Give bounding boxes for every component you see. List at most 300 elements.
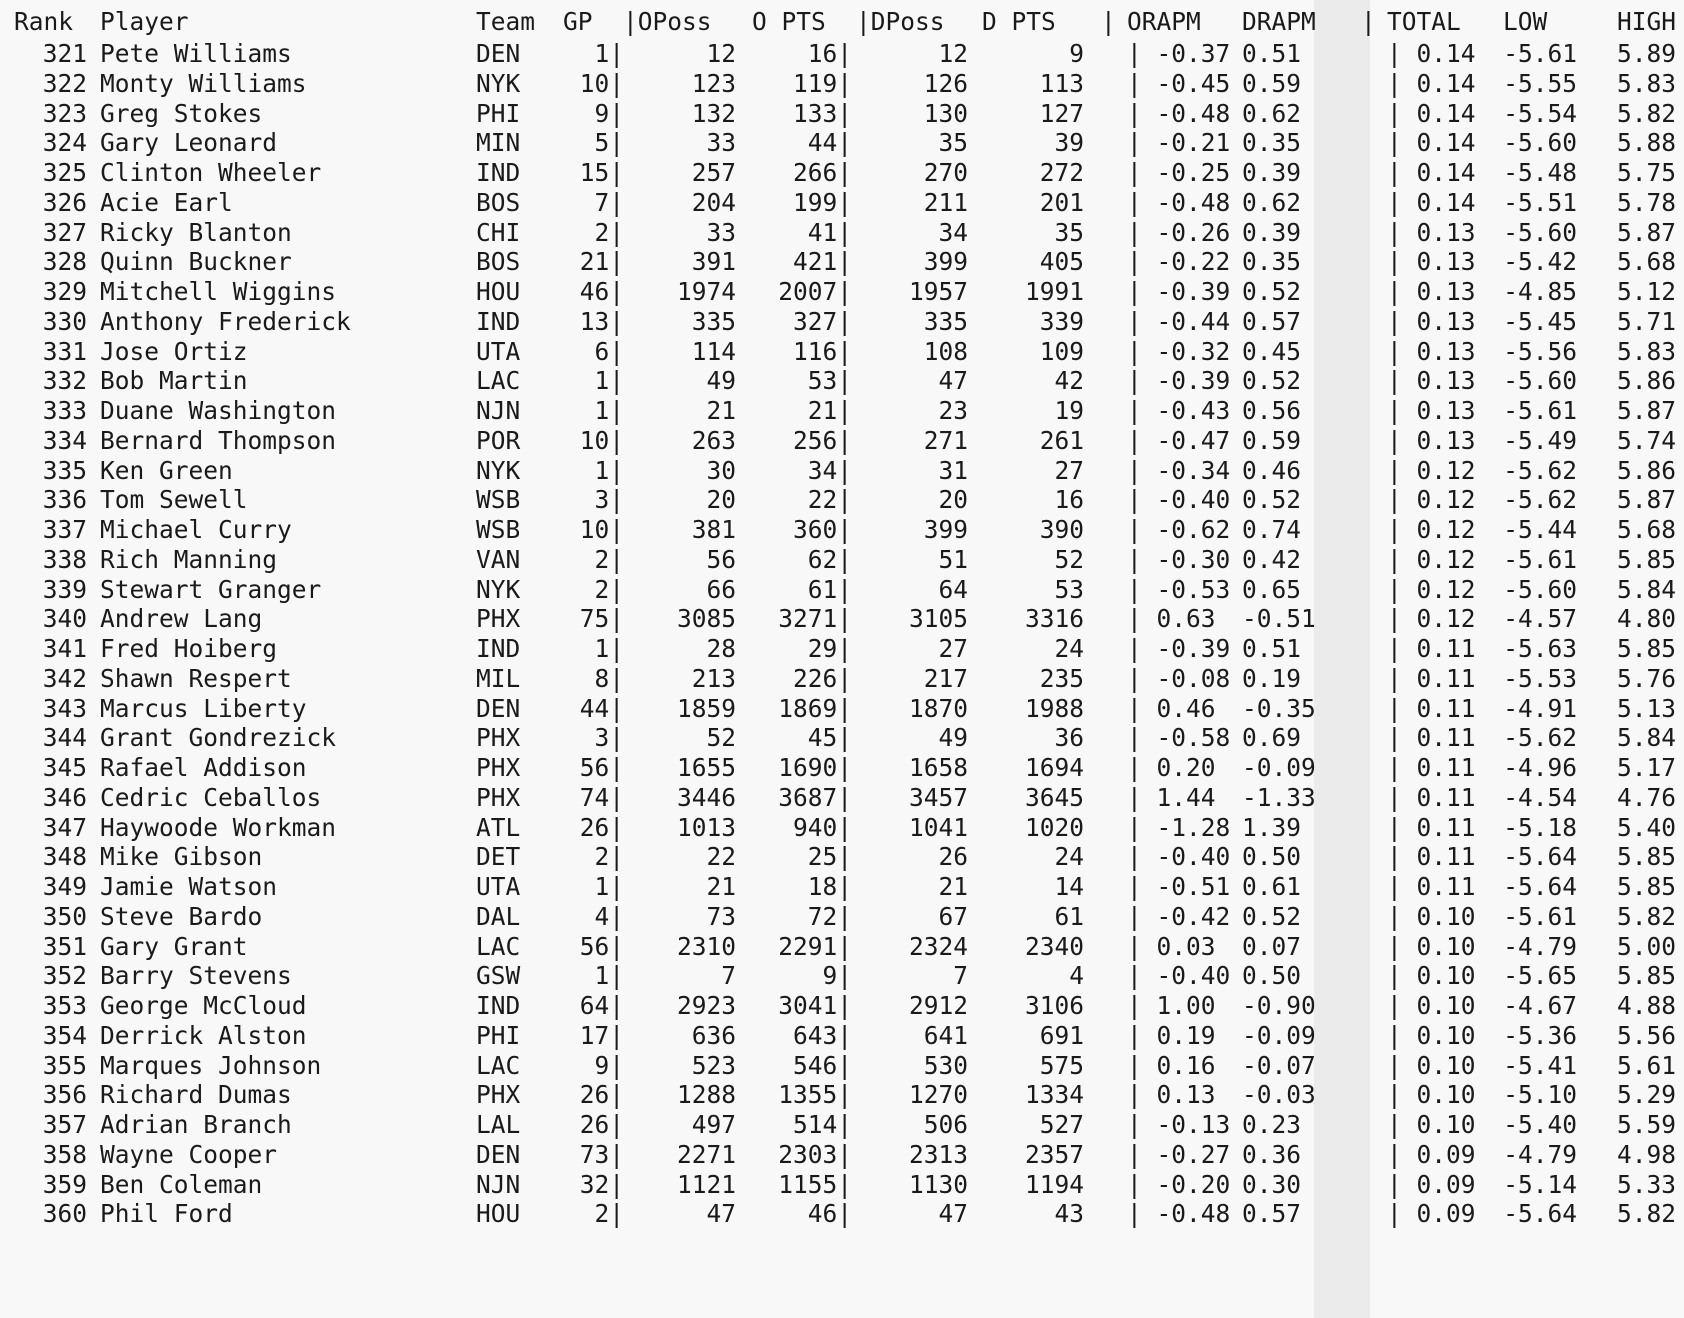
rank-cell: 341	[42, 634, 87, 663]
team-cell: DEN	[476, 1139, 521, 1169]
opts-cell: 199|	[792, 187, 852, 217]
oposs-cell: 49	[706, 366, 736, 396]
team-cell: VAN	[476, 544, 521, 574]
dpts-cell: 43	[1054, 1199, 1084, 1229]
table-row	[0, 1079, 1684, 1111]
dposs-cell: 108	[923, 336, 968, 366]
header-dposs: |DPoss	[856, 7, 945, 36]
high-cell: 5.82	[1616, 901, 1676, 931]
rank-cell: 323	[42, 98, 87, 128]
team-cell: PHX	[476, 753, 521, 782]
total-cell: | 0.10	[1387, 1110, 1476, 1139]
rank-cell: 328	[42, 247, 87, 277]
rank-cell: 347	[42, 812, 87, 842]
drapm-cell: 0.50	[1242, 842, 1302, 872]
orapm-cell: | -0.26	[1127, 217, 1231, 247]
table-row	[0, 1020, 1684, 1052]
high-cell: 5.56	[1616, 1020, 1676, 1050]
table-row	[0, 217, 1684, 249]
total-cell: | 0.14	[1387, 98, 1476, 128]
dposs-cell: 2313	[908, 1139, 968, 1169]
drapm-cell: 0.07	[1242, 931, 1302, 961]
table-row	[0, 1139, 1684, 1171]
low-cell: -5.60	[1503, 217, 1577, 247]
table-row	[0, 812, 1684, 844]
total-cell: | 0.12	[1387, 544, 1476, 574]
high-cell: 4.98	[1616, 1139, 1676, 1169]
dpts-cell: 1334	[1024, 1080, 1084, 1110]
dpts-cell: 405	[1039, 247, 1084, 277]
total-cell: | 0.11	[1387, 723, 1476, 753]
drapm-cell: 0.39	[1242, 158, 1302, 187]
total-cell: | 0.11	[1387, 663, 1476, 693]
high-cell: 5.89	[1616, 39, 1676, 68]
gp-cell: 2|	[594, 217, 624, 247]
rank-cell: 351	[42, 931, 87, 961]
team-cell: DAL	[476, 901, 521, 931]
total-cell: | 0.14	[1387, 158, 1476, 187]
dpts-cell: 390	[1039, 515, 1084, 544]
header-player: Player	[100, 7, 189, 36]
opts-cell: 44|	[807, 128, 852, 158]
rank-cell: 355	[42, 1050, 87, 1080]
high-cell: 5.74	[1616, 425, 1676, 455]
opts-cell: 1869|	[778, 693, 852, 723]
rank-cell: 335	[42, 455, 87, 485]
low-cell: -5.65	[1503, 961, 1577, 991]
gp-cell: 10|	[579, 425, 624, 455]
gp-cell: 9|	[594, 98, 624, 128]
oposs-cell: 2923	[676, 991, 736, 1020]
orapm-cell: | -0.40	[1127, 842, 1231, 872]
low-cell: -5.49	[1503, 425, 1577, 455]
team-cell: PHI	[476, 1020, 521, 1050]
drapm-cell: 0.69	[1242, 723, 1302, 753]
player-name: Bob Martin	[100, 366, 248, 396]
orapm-cell: | 1.00	[1127, 991, 1216, 1020]
high-cell: 5.78	[1616, 187, 1676, 217]
rank-cell: 360	[42, 1199, 87, 1229]
drapm-cell: 0.52	[1242, 485, 1302, 515]
gp-cell: 26|	[579, 812, 624, 842]
rank-cell: 356	[42, 1080, 87, 1110]
high-cell: 4.80	[1616, 604, 1676, 634]
oposs-cell: 1974	[676, 277, 736, 306]
rank-cell: 321	[42, 39, 87, 68]
header-low: LOW	[1503, 7, 1548, 36]
gp-cell: 1|	[594, 455, 624, 485]
rank-cell: 330	[42, 306, 87, 336]
dposs-cell: 47	[938, 1199, 968, 1229]
table-row	[0, 1109, 1684, 1141]
opts-cell: 45|	[807, 723, 852, 753]
drapm-cell: 0.36	[1242, 1139, 1302, 1169]
player-name: Gary Grant	[100, 931, 248, 961]
opts-cell: 2007|	[778, 277, 852, 306]
table-row	[0, 514, 1684, 546]
drapm-cell: 0.51	[1242, 39, 1302, 68]
rank-cell: 333	[42, 396, 87, 425]
high-cell: 4.76	[1616, 782, 1676, 812]
orapm-cell: | -0.42	[1127, 901, 1231, 931]
team-cell: HOU	[476, 277, 521, 306]
orapm-cell: | -0.40	[1127, 485, 1231, 515]
opts-cell: 3041|	[778, 991, 852, 1020]
low-cell: -5.60	[1503, 366, 1577, 396]
table-row	[0, 395, 1684, 427]
oposs-cell: 12	[706, 39, 736, 68]
player-name: Tom Sewell	[100, 485, 248, 515]
high-cell: 5.85	[1616, 544, 1676, 574]
oposs-cell: 30	[706, 455, 736, 485]
drapm-cell: -0.90	[1242, 991, 1316, 1020]
rank-cell: 352	[42, 961, 87, 991]
high-cell: 4.88	[1616, 991, 1676, 1020]
orapm-cell: | 0.03	[1127, 931, 1216, 961]
header-rank: Rank	[14, 7, 74, 36]
total-cell: | 0.13	[1387, 396, 1476, 425]
drapm-cell: 0.19	[1242, 663, 1302, 693]
total-cell: | 0.12	[1387, 515, 1476, 544]
dposs-cell: 20	[938, 485, 968, 515]
team-cell: NJN	[476, 396, 521, 425]
oposs-cell: 132	[691, 98, 736, 128]
oposs-cell: 204	[691, 187, 736, 217]
oposs-cell: 28	[706, 634, 736, 663]
drapm-cell: 0.46	[1242, 455, 1302, 485]
orapm-cell: | 0.13	[1127, 1080, 1216, 1110]
table-row	[0, 603, 1684, 635]
team-cell: PHX	[476, 1080, 521, 1110]
opts-cell: 3687|	[778, 782, 852, 812]
orapm-cell: | -0.51	[1127, 872, 1231, 901]
table-row	[0, 901, 1684, 933]
low-cell: -5.56	[1503, 336, 1577, 366]
opts-cell: 61|	[807, 574, 852, 604]
orapm-cell: | -0.58	[1127, 723, 1231, 753]
high-cell: 5.59	[1616, 1110, 1676, 1139]
team-cell: DEN	[476, 693, 521, 723]
dposs-cell: 3457	[908, 782, 968, 812]
low-cell: -5.36	[1503, 1020, 1577, 1050]
rank-cell: 337	[42, 515, 87, 544]
orapm-cell: | -0.48	[1127, 187, 1231, 217]
low-cell: -5.55	[1503, 68, 1577, 98]
total-cell: | 0.09	[1387, 1199, 1476, 1229]
player-name: Jamie Watson	[100, 872, 278, 901]
oposs-cell: 1288	[676, 1080, 736, 1110]
header-oposs: |OPoss	[623, 7, 712, 36]
orapm-cell: | -0.13	[1127, 1110, 1231, 1139]
gp-cell: 26|	[579, 1110, 624, 1139]
total-cell: | 0.14	[1387, 187, 1476, 217]
dpts-cell: 39	[1054, 128, 1084, 158]
dposs-cell: 3105	[908, 604, 968, 634]
dposs-cell: 2324	[908, 931, 968, 961]
player-name: Rich Manning	[100, 544, 278, 574]
total-cell: | 0.12	[1387, 485, 1476, 515]
gp-cell: 1|	[594, 872, 624, 901]
total-cell: | 0.14	[1387, 39, 1476, 68]
total-cell: | 0.10	[1387, 901, 1476, 931]
opts-cell: 327|	[792, 306, 852, 336]
opts-cell: 2303|	[778, 1139, 852, 1169]
oposs-cell: 22	[706, 842, 736, 872]
orapm-cell: | -0.37	[1127, 39, 1231, 68]
player-name: Clinton Wheeler	[100, 158, 322, 187]
low-cell: -5.60	[1503, 574, 1577, 604]
header-drapm: DRAPM	[1242, 7, 1316, 36]
dposs-cell: 1957	[908, 277, 968, 306]
low-cell: -5.61	[1503, 396, 1577, 425]
table-row	[0, 187, 1684, 219]
dpts-cell: 19	[1054, 396, 1084, 425]
rank-cell: 353	[42, 991, 87, 1020]
dpts-cell: 52	[1054, 544, 1084, 574]
high-cell: 5.87	[1616, 485, 1676, 515]
total-cell: | 0.09	[1387, 1139, 1476, 1169]
high-cell: 5.88	[1616, 128, 1676, 158]
gp-cell: 1|	[594, 961, 624, 991]
oposs-cell: 391	[691, 247, 736, 277]
team-cell: UTA	[476, 872, 521, 901]
dpts-cell: 3106	[1024, 991, 1084, 1020]
gp-cell: 2|	[594, 842, 624, 872]
player-name: Cedric Ceballos	[100, 782, 322, 812]
dposs-cell: 35	[938, 128, 968, 158]
drapm-cell: 0.50	[1242, 961, 1302, 991]
player-name: Marcus Liberty	[100, 693, 307, 723]
opts-cell: 16|	[807, 39, 852, 68]
table-row	[0, 1050, 1684, 1082]
low-cell: -5.64	[1503, 1199, 1577, 1229]
dpts-cell: 261	[1039, 425, 1084, 455]
high-cell: 5.85	[1616, 634, 1676, 663]
team-cell: NJN	[476, 1169, 521, 1199]
dposs-cell: 31	[938, 455, 968, 485]
low-cell: -4.54	[1503, 782, 1577, 812]
dpts-cell: 24	[1054, 634, 1084, 663]
drapm-cell: 0.56	[1242, 396, 1302, 425]
header-separator: |	[1361, 7, 1376, 36]
opts-cell: 18|	[807, 872, 852, 901]
rank-cell: 354	[42, 1020, 87, 1050]
oposs-cell: 263	[691, 425, 736, 455]
total-cell: | 0.11	[1387, 842, 1476, 872]
dpts-cell: 575	[1039, 1050, 1084, 1080]
gp-cell: 46|	[579, 277, 624, 306]
header-orapm: ORAPM	[1127, 7, 1201, 36]
total-cell: | 0.11	[1387, 782, 1476, 812]
rank-cell: 349	[42, 872, 87, 901]
gp-cell: 44|	[579, 693, 624, 723]
dpts-cell: 691	[1039, 1020, 1084, 1050]
player-name: Ken Green	[100, 455, 233, 485]
gp-cell: 10|	[579, 68, 624, 98]
dpts-cell: 1020	[1024, 812, 1084, 842]
gp-cell: 3|	[594, 485, 624, 515]
dpts-cell: 24	[1054, 842, 1084, 872]
team-cell: HOU	[476, 1199, 521, 1229]
player-name: Wayne Cooper	[100, 1139, 278, 1169]
total-cell: | 0.13	[1387, 336, 1476, 366]
gp-cell: 5|	[594, 128, 624, 158]
gp-cell: 1|	[594, 396, 624, 425]
gp-cell: 7|	[594, 187, 624, 217]
drapm-cell: 0.52	[1242, 901, 1302, 931]
rank-cell: 322	[42, 68, 87, 98]
high-cell: 5.71	[1616, 306, 1676, 336]
drapm-cell: -0.09	[1242, 1020, 1316, 1050]
dposs-cell: 335	[923, 306, 968, 336]
drapm-cell: -0.51	[1242, 604, 1316, 634]
dpts-cell: 4	[1069, 961, 1084, 991]
table-row	[0, 574, 1684, 606]
total-cell: | 0.10	[1387, 1080, 1476, 1110]
dposs-cell: 506	[923, 1110, 968, 1139]
dpts-cell: 42	[1054, 366, 1084, 396]
drapm-cell: 0.39	[1242, 217, 1302, 247]
player-name: Monty Williams	[100, 68, 307, 98]
dpts-cell: 61	[1054, 901, 1084, 931]
oposs-cell: 3446	[676, 782, 736, 812]
high-cell: 5.84	[1616, 574, 1676, 604]
orapm-cell: | -0.62	[1127, 515, 1231, 544]
player-name: George McCloud	[100, 991, 307, 1020]
high-cell: 5.87	[1616, 217, 1676, 247]
player-name: Greg Stokes	[100, 98, 263, 128]
opts-cell: 41|	[807, 217, 852, 247]
total-cell: | 0.14	[1387, 128, 1476, 158]
player-name: Ben Coleman	[100, 1169, 263, 1199]
dposs-cell: 130	[923, 98, 968, 128]
drapm-cell: -0.35	[1242, 693, 1316, 723]
player-name: Steve Bardo	[100, 901, 263, 931]
oposs-cell: 20	[706, 485, 736, 515]
drapm-cell: 0.57	[1242, 306, 1302, 336]
high-cell: 5.12	[1616, 277, 1676, 306]
drapm-cell: 0.51	[1242, 634, 1302, 663]
player-name: Derrick Alston	[100, 1020, 307, 1050]
drapm-cell: 0.61	[1242, 872, 1302, 901]
drapm-cell: 0.23	[1242, 1110, 1302, 1139]
header-team: Team	[476, 7, 536, 36]
dposs-cell: 51	[938, 544, 968, 574]
table-row	[0, 98, 1684, 130]
oposs-cell: 47	[706, 1199, 736, 1229]
gp-cell: 1|	[594, 634, 624, 663]
gp-cell: 2|	[594, 544, 624, 574]
gp-cell: 13|	[579, 306, 624, 336]
table-row	[0, 38, 1684, 70]
dpts-cell: 3316	[1024, 604, 1084, 634]
opts-cell: 421|	[792, 247, 852, 277]
rank-cell: 325	[42, 158, 87, 187]
high-cell: 5.82	[1616, 98, 1676, 128]
low-cell: -4.85	[1503, 277, 1577, 306]
drapm-cell: -0.09	[1242, 753, 1316, 782]
table-row	[0, 157, 1684, 189]
dposs-cell: 270	[923, 158, 968, 187]
oposs-cell: 21	[706, 872, 736, 901]
header-separator: |	[1101, 7, 1116, 36]
team-cell: LAC	[476, 1050, 521, 1080]
oposs-cell: 636	[691, 1020, 736, 1050]
opts-cell: 119|	[792, 68, 852, 98]
rank-cell: 327	[42, 217, 87, 247]
dpts-cell: 235	[1039, 663, 1084, 693]
orapm-cell: | -0.30	[1127, 544, 1231, 574]
player-name: Ricky Blanton	[100, 217, 292, 247]
oposs-cell: 1121	[676, 1169, 736, 1199]
table-row	[0, 960, 1684, 992]
table-row	[0, 68, 1684, 100]
gp-cell: 15|	[579, 158, 624, 187]
oposs-cell: 73	[706, 901, 736, 931]
oposs-cell: 2310	[676, 931, 736, 961]
total-cell: | 0.09	[1387, 1169, 1476, 1199]
oposs-cell: 123	[691, 68, 736, 98]
oposs-cell: 66	[706, 574, 736, 604]
oposs-cell: 497	[691, 1110, 736, 1139]
gp-cell: 75|	[579, 604, 624, 634]
orapm-cell: | -0.22	[1127, 247, 1231, 277]
gp-cell: 26|	[579, 1080, 624, 1110]
oposs-cell: 3085	[676, 604, 736, 634]
table-row	[0, 306, 1684, 338]
team-cell: LAC	[476, 931, 521, 961]
orapm-cell: | -0.39	[1127, 277, 1231, 306]
opts-cell: 34|	[807, 455, 852, 485]
orapm-cell: | 0.19	[1127, 1020, 1216, 1050]
opts-cell: 62|	[807, 544, 852, 574]
gp-cell: 2|	[594, 574, 624, 604]
rank-cell: 342	[42, 663, 87, 693]
drapm-cell: -0.03	[1242, 1080, 1316, 1110]
oposs-cell: 335	[691, 306, 736, 336]
dpts-cell: 339	[1039, 306, 1084, 336]
rank-cell: 350	[42, 901, 87, 931]
low-cell: -5.10	[1503, 1080, 1577, 1110]
header-gp: GP	[563, 7, 593, 36]
dposs-cell: 12	[938, 39, 968, 68]
table-row	[0, 1169, 1684, 1201]
low-cell: -5.14	[1503, 1169, 1577, 1199]
gp-cell: 10|	[579, 515, 624, 544]
rank-cell: 339	[42, 574, 87, 604]
team-cell: IND	[476, 634, 521, 663]
total-cell: | 0.10	[1387, 961, 1476, 991]
gp-cell: 4|	[594, 901, 624, 931]
team-cell: DEN	[476, 39, 521, 68]
team-cell: BOS	[476, 187, 521, 217]
dposs-cell: 399	[923, 247, 968, 277]
opts-cell: 21|	[807, 396, 852, 425]
opts-cell: 940|	[792, 812, 852, 842]
rank-cell: 336	[42, 485, 87, 515]
oposs-cell: 381	[691, 515, 736, 544]
team-cell: MIN	[476, 128, 521, 158]
high-cell: 5.29	[1616, 1080, 1676, 1110]
oposs-cell: 213	[691, 663, 736, 693]
rank-cell: 346	[42, 782, 87, 812]
oposs-cell: 2271	[676, 1139, 736, 1169]
low-cell: -4.79	[1503, 931, 1577, 961]
dpts-cell: 272	[1039, 158, 1084, 187]
high-cell: 5.85	[1616, 842, 1676, 872]
rank-cell: 357	[42, 1110, 87, 1139]
total-cell: | 0.11	[1387, 812, 1476, 842]
